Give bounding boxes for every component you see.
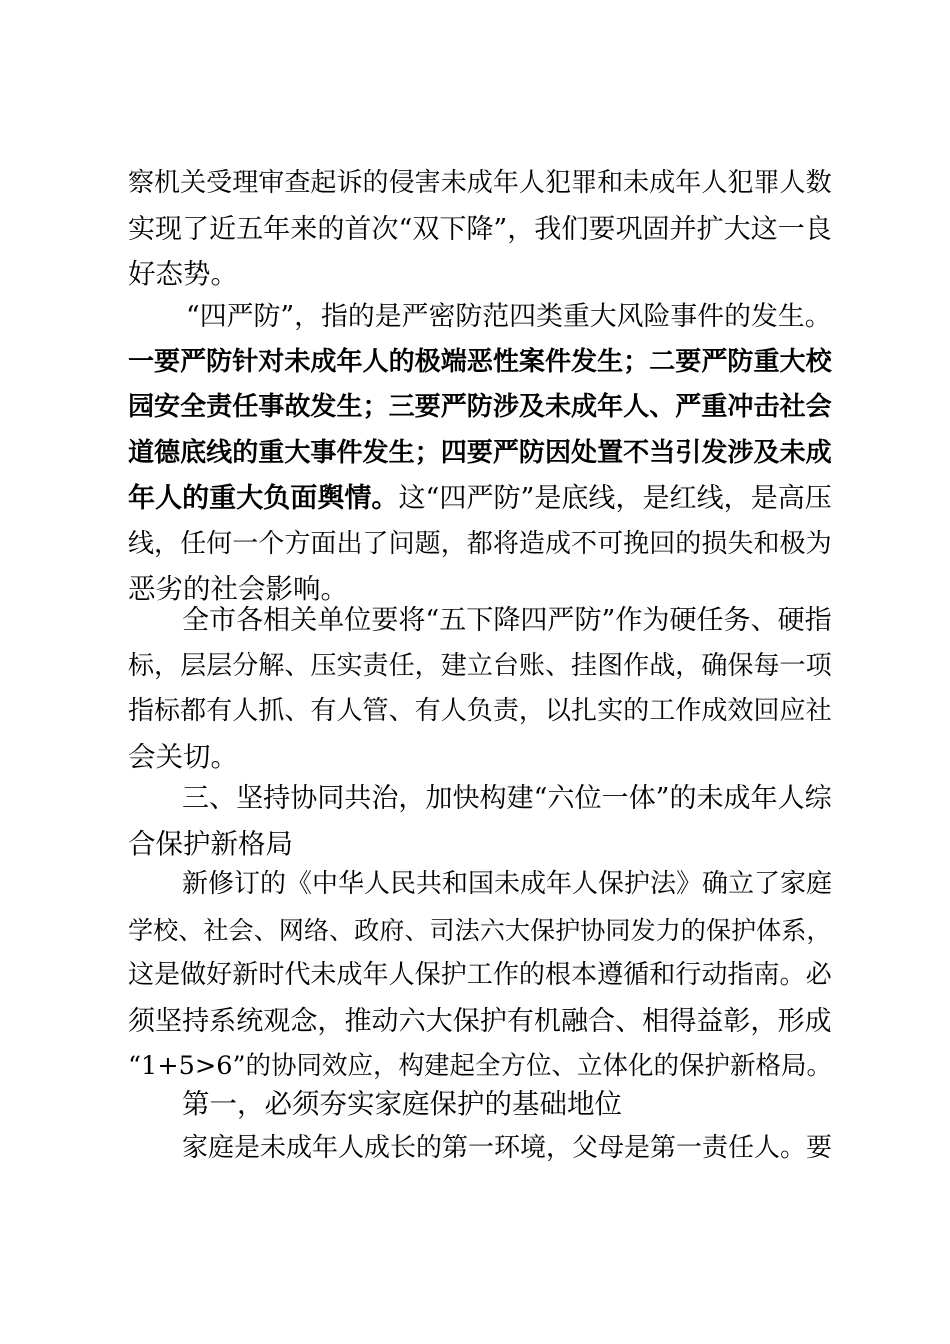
text-line: 全市各相关单位要将“五下降四严防”作为硬任务、硬指 xyxy=(182,605,832,636)
subheading-line: 第一，必须夯实家庭保护的基础地位 xyxy=(182,1088,622,1120)
text-line: 新修订的《中华人民共和国未成年人保护法》确立了家庭 xyxy=(182,869,833,899)
bold-text: 一要严防针对未成年人的极端恶性案件发生；二要严防重大校 xyxy=(128,346,832,377)
text-line: 这是做好新时代未成年人保护工作的根本遵循和行动指南。必 xyxy=(128,960,832,990)
bold-text: 园安全责任事故发生；三要严防涉及未成年人、严重冲击社会 xyxy=(128,392,832,422)
paragraph-family xyxy=(128,1126,832,1172)
bold-text: 道德底线的重大事件发生；四要严防因处置不当引发涉及未成 xyxy=(128,437,832,468)
text-line xyxy=(128,476,832,522)
text-line: “四严防”，指的是严密防范四类重大风险事件的发生。 xyxy=(186,301,832,332)
text-line: 学校、社会、网络、政府、司法六大保护协同发力的保护体系， xyxy=(128,915,832,945)
text-line: 恶劣的社会影响。 xyxy=(128,573,348,605)
text-line: 指标都有人抓、有人管、有人负责，以扎实的工作成效回应社 xyxy=(128,696,832,726)
text-line: “1+5>6”的协同效应，构建起全方位、立体化的保护新格局。 xyxy=(128,1051,832,1081)
paragraph-continuation xyxy=(128,161,832,298)
text-line: 标，层层分解、压实责任，建立台账、挂图作战，确保每一项 xyxy=(128,650,832,681)
heading-line: 合保护新格局 xyxy=(128,827,293,860)
bold-text: 年人的重大负面舆情。 xyxy=(128,483,399,514)
text-line: 会关切。 xyxy=(128,740,238,773)
heading-line: 三、坚持协同共治，加快构建“六位一体”的未成年人综 xyxy=(182,783,832,814)
paragraph-four-preventions xyxy=(128,294,832,613)
regular-text: 这“四严防”是底线，是红线，是高压 xyxy=(398,483,832,514)
section-heading xyxy=(128,776,832,867)
bold-text-line xyxy=(128,385,832,431)
text-line: 家庭是未成年人成长的第一环境，父母是第一责任人。要 xyxy=(182,1133,833,1163)
subheading xyxy=(128,1082,832,1128)
text-line: 实现了近五年来的首次“双下降”，我们要巩固并扩大这一良 xyxy=(128,213,832,245)
text-line: 须坚持系统观念，推动六大保护有机融合、相得益彰，形成 xyxy=(128,1005,832,1037)
text-line: 好态势。 xyxy=(128,258,238,290)
paragraph-protection-law xyxy=(128,862,832,1090)
bold-text-line xyxy=(128,431,832,477)
paragraph-hard-tasks xyxy=(128,598,832,780)
bold-text-line xyxy=(128,340,832,386)
text-line: 察机关受理审查起诉的侵害未成年人犯罪和未成年人犯罪人数 xyxy=(128,168,832,198)
text-line: 线，任何一个方面出了问题，都将造成不可挽回的损失和极为 xyxy=(128,528,832,559)
